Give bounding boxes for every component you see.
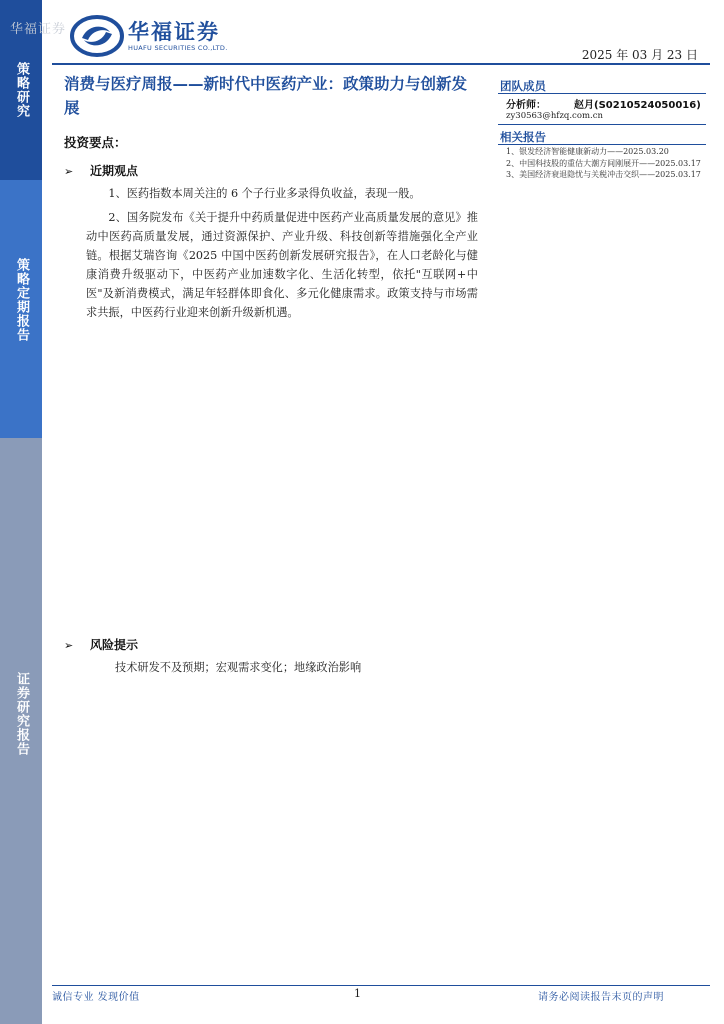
analyst-label: 分析师： (506, 100, 546, 111)
investment-highlights-heading: 投资要点： (64, 135, 127, 150)
watermark: 华福证券 (10, 22, 67, 37)
logo-english-name: HUAFU SECURITIES CO.,LTD. (128, 44, 228, 52)
footer-divider (52, 985, 710, 986)
risk-text: 技术研发不及预期；宏观需求变化；地缘政治影响 (115, 661, 362, 674)
footer-slogan: 诚信专业 发现价值 (52, 992, 140, 1003)
band-label-securities-report: 证券研究报告 (14, 672, 29, 756)
logo-chinese-name: 华福证券 (128, 20, 220, 44)
analyst-name: 赵月(S0210524050016) (574, 100, 701, 111)
team-divider (498, 93, 706, 94)
analyst-email-link[interactable]: zy30563@hfzq.com.cn (506, 111, 603, 121)
risk-heading-text: 风险提示 (90, 638, 139, 652)
bullet-arrow-icon: ➢ (64, 165, 74, 178)
team-bottom-divider (498, 124, 706, 125)
related-reports-heading: 相关报告 (500, 130, 546, 144)
footer-disclaimer: 请务必阅读报告末页的声明 (538, 992, 664, 1003)
related-report-item[interactable]: 3、美国经济衰退隐忧与关税冲击交织——2025.03.17 (506, 170, 701, 179)
recent-point-2: 2、国务院发布《关于提升中药质量促进中医药产业高质量发展的意见》推动中医药高质量发展，通过资源保护、产业升级、科技创新等措施强化全产业链。根据艾瑞咨询《2025 中国中医药创新发展研究报告》，在人口老龄化与健康消费升级驱动下，中医药产业加速数字化、生活化转型，依托"互联网+中医"及新消费模式，满足年轻群体即食化、多元化健康需求。政策支持与市场需求共振，中医药行业迎来创新升级新机遇。 (86, 211, 478, 319)
team-heading: 团队成员 (500, 79, 546, 93)
risk-heading (64, 636, 138, 653)
header-divider (52, 63, 710, 65)
recent-views-heading (64, 162, 138, 179)
related-reports-list (506, 147, 706, 182)
recent-views-heading-text: 近期观点 (90, 164, 139, 178)
page-number: 1 (354, 987, 361, 1000)
related-report-item[interactable]: 2、中国科技股的重估大潮方间刚展开——2025.03.17 (506, 158, 701, 168)
related-reports-divider (498, 144, 706, 145)
company-logo (70, 14, 260, 58)
logo-mark-icon (70, 14, 124, 58)
band-label-strategy-research: 策略研究 (14, 62, 29, 118)
recent-point-1: 1、医药指数本周关注的 6 个子行业多录得负收益，表现一般。 (108, 187, 421, 200)
report-date: 2025 年 03 月 23 日 (581, 48, 698, 62)
band-label-periodic-report: 策略定期报告 (14, 258, 29, 342)
bullet-arrow-icon: ➢ (64, 639, 74, 652)
related-report-item[interactable]: 1、银发经济智能健康新动力——2025.03.20 (506, 147, 669, 156)
report-title: 消费与医疗周报——新时代中医药产业：政策助力与创新发展 (64, 75, 468, 117)
